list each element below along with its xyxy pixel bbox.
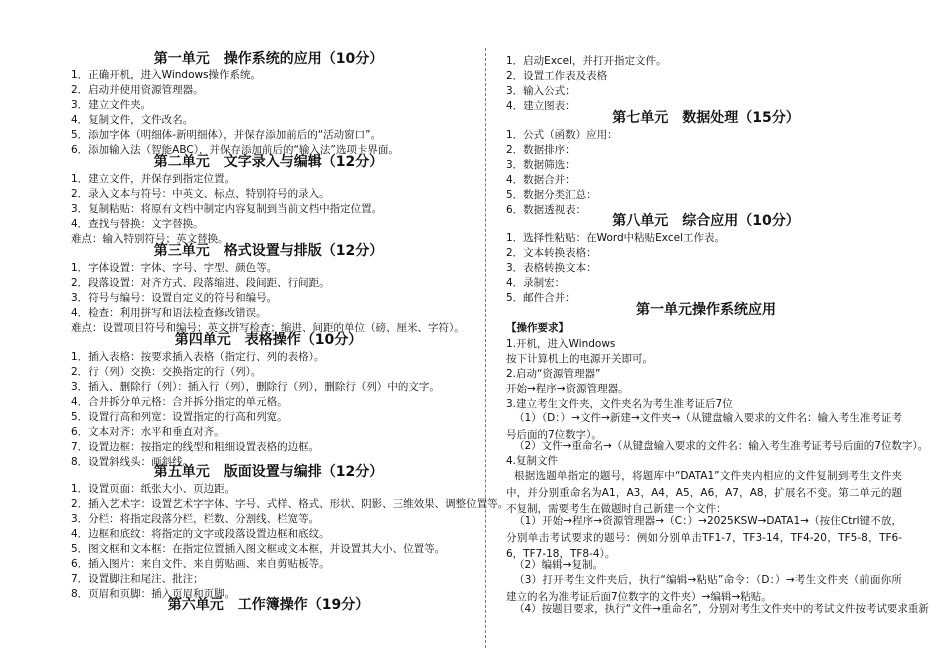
list-item: 2．段落设置：对齐方式、段落缩进、段间距、行间距。 [71, 277, 330, 289]
list-item: 8．页眉和页脚：插入页眉和页脚。 [71, 588, 236, 600]
list-item: 2．插入艺术字：设置艺术字字体、字号、式样、格式、形状、阴影、三维效果、调整位置等。 [71, 498, 509, 510]
list-item: 5．邮件合并： [506, 292, 576, 304]
list-item: 4．建立图表： [506, 100, 576, 112]
list-item: 1．选择性粘贴：在Word中粘贴Excel工作表。 [506, 232, 725, 244]
list-item: 2．数据排序： [506, 144, 576, 156]
paragraph: （2）文件→重命名→（从键盘输入要求的文件名：输入考生准考证考号后面的7位数字）。 [514, 440, 929, 452]
paragraph: （3）打开考生文件夹后，执行“编辑→粘贴”命令：（D：）→考生文件夹（前面你所建立的名为准考证后面7位数字的文件夹）→编辑→粘贴。 [506, 574, 902, 603]
list-item: 1．建立文件，并保存到指定位置。 [71, 173, 236, 185]
unit8-title: 第八单元 综合应用（10分） [612, 213, 800, 229]
list-item: 6．添加输入法（智能ABC），并保存添加前后的“输入法”选项卡界面。 [71, 144, 399, 156]
list-item: 5．图文框和文本框：在指定位置插入图文框或文本框，并设置其大小、位置等。 [71, 543, 446, 555]
list-item: 4．数据合并： [506, 174, 576, 186]
requirement-line: 开始→程序→资源管理器。 [506, 383, 629, 395]
list-item: 4．复制文件，文件改名。 [71, 114, 194, 126]
unit7-title: 第七单元 数据处理（15分） [612, 110, 800, 126]
list-item: 2．录入文本与符号：中英文、标点、特别符号的录入。 [71, 188, 330, 200]
list-item: 3．输入公式： [506, 85, 576, 97]
requirement-line: 1.开机，进入Windows [506, 338, 616, 350]
list-item: 4．检查：利用拼写和语法检查修改错误。 [71, 307, 267, 319]
list-item: 1．正确开机，进入Windows操作系统。 [71, 69, 262, 81]
list-item: 3．符号与编号：设置自定义的符号和编号。 [71, 292, 278, 304]
list-item: 1．字体设置：字体、字号、字型、颜色等。 [71, 262, 278, 274]
list-item: 难点：设置项目符号和编号；英文拼写检查；缩进、间距的单位（磅、厘米、字符）。 [71, 322, 465, 334]
list-item: 2．设置工作表及表格 [506, 70, 608, 82]
paragraph: （1）（D：）→文件→新建→文件夹→（从键盘输入要求的文件名：输入考生准考证考号后面的7位数字）。 [506, 412, 902, 441]
requirements-label: 【操作要求】 [506, 322, 569, 334]
list-item: 8．设置斜线头：画斜线。 [71, 456, 194, 468]
list-item: 难点：输入特别符号；英文替换。 [71, 233, 229, 245]
list-item: 4．边框和底纹：将指定的文字或段落设置边框和底纹。 [71, 528, 330, 540]
list-item: 3．分栏：将指定段落分栏，栏数、分割线、栏宽等。 [71, 513, 320, 525]
list-item: 6．插入图片：来自文件、来自剪贴画、来自剪贴板等。 [71, 558, 330, 570]
list-item: 5．设置行高和列宽：设置指定的行高和列宽。 [71, 411, 288, 423]
unit4-title: 第四单元 表格操作（10分） [174, 332, 363, 348]
requirement-line: 3.建立考生文件夹，文件夹名为考生准考证后7位 [506, 398, 733, 410]
unit2-title: 第二单元 文字录入与编辑（12分） [153, 154, 384, 170]
list-item: 1．插入表格：按要求插入表格（指定行、列的表格）。 [71, 351, 325, 363]
list-item: 2．行（列）交换：交换指定的行（列）。 [71, 366, 262, 378]
unit3-title: 第三单元 格式设置与排版（12分） [153, 243, 384, 259]
list-item: 1．设置页面：纸张大小、页边距。 [71, 483, 236, 495]
list-item: 3．复制粘贴：将原有文档中制定内容复制到当前文档中指定位置。 [71, 203, 383, 215]
list-item: 7．设置边框：按指定的线型和粗细设置表格的边框。 [71, 441, 320, 453]
paragraph-heading: 4.复制文件 [506, 455, 559, 467]
paragraph: （4）按题目要求，执行“文件→重命名”，分别对考生文件夹中的考试文件按考试要求重新 [514, 603, 929, 615]
unit6-title: 第六单元 工作簿操作（19分） [167, 597, 370, 613]
unit1-title: 第一单元 操作系统的应用（10分） [153, 51, 384, 67]
list-item: 3．插入、删除行（列）：插入行（列），删除行（列），删除行（列）中的文字。 [71, 381, 440, 393]
list-item: 3．数据筛选： [506, 159, 576, 171]
list-item: 5．添加字体（明细体-新明细体），并保存添加前后的“活动窗口”。 [71, 129, 382, 141]
list-item: 2．启动并使用资源管理器。 [71, 84, 204, 96]
column-divider [485, 48, 486, 648]
paragraph: （2）编辑→复制。 [514, 559, 603, 571]
list-item: 5．数据分类汇总： [506, 189, 597, 201]
list-item: 3．建立文件夹。 [71, 99, 152, 111]
list-item: 6．文本对齐：水平和垂直对齐。 [71, 426, 225, 438]
requirement-line: 2.启动“资源管理器” [506, 368, 601, 380]
list-item: 4．查找与替换：文字替换。 [71, 218, 204, 230]
list-item: 1．公式（函数）应用： [506, 129, 618, 141]
list-item: 3．表格转换文本： [506, 262, 597, 274]
paragraph: （1）开始→程序→资源管理器→（C：）→2025KSW→DATA1→（按住Ctrl键不放，分别单击考试要求的题号：例如分别单击TF1-7，TF3-14，TF4-20，TF5-8，TF6-6，TF7-18，TF8-4）。 [506, 515, 902, 560]
requirement-line: 按下计算机上的电源开关即可。 [506, 353, 653, 365]
list-item: 6．数据透视表： [506, 204, 587, 216]
paragraph: 根据选题单指定的题号，将题库中“DATA1”文件夹内相应的文件复制到考生文件夹中，并分别重命名为A1，A3，A4，A5，A6，A7，A8，扩展名不变。第二单元的题不复制，需要考生在做题时自己新建一个文件： [506, 470, 902, 515]
list-item: 1．启动Excel，并打开指定文件。 [506, 55, 667, 67]
list-item: 2．文本转换表格： [506, 247, 597, 259]
list-item: 4．录制宏： [506, 277, 566, 289]
list-item: 4．合并拆分单元格：合并拆分指定的单元格。 [71, 396, 288, 408]
unit5-title: 第五单元 版面设置与编排（12分） [153, 464, 384, 480]
list-item: 7．设置脚注和尾注、批注； [71, 573, 204, 585]
section-title: 第一单元操作系统应用 [636, 302, 776, 318]
